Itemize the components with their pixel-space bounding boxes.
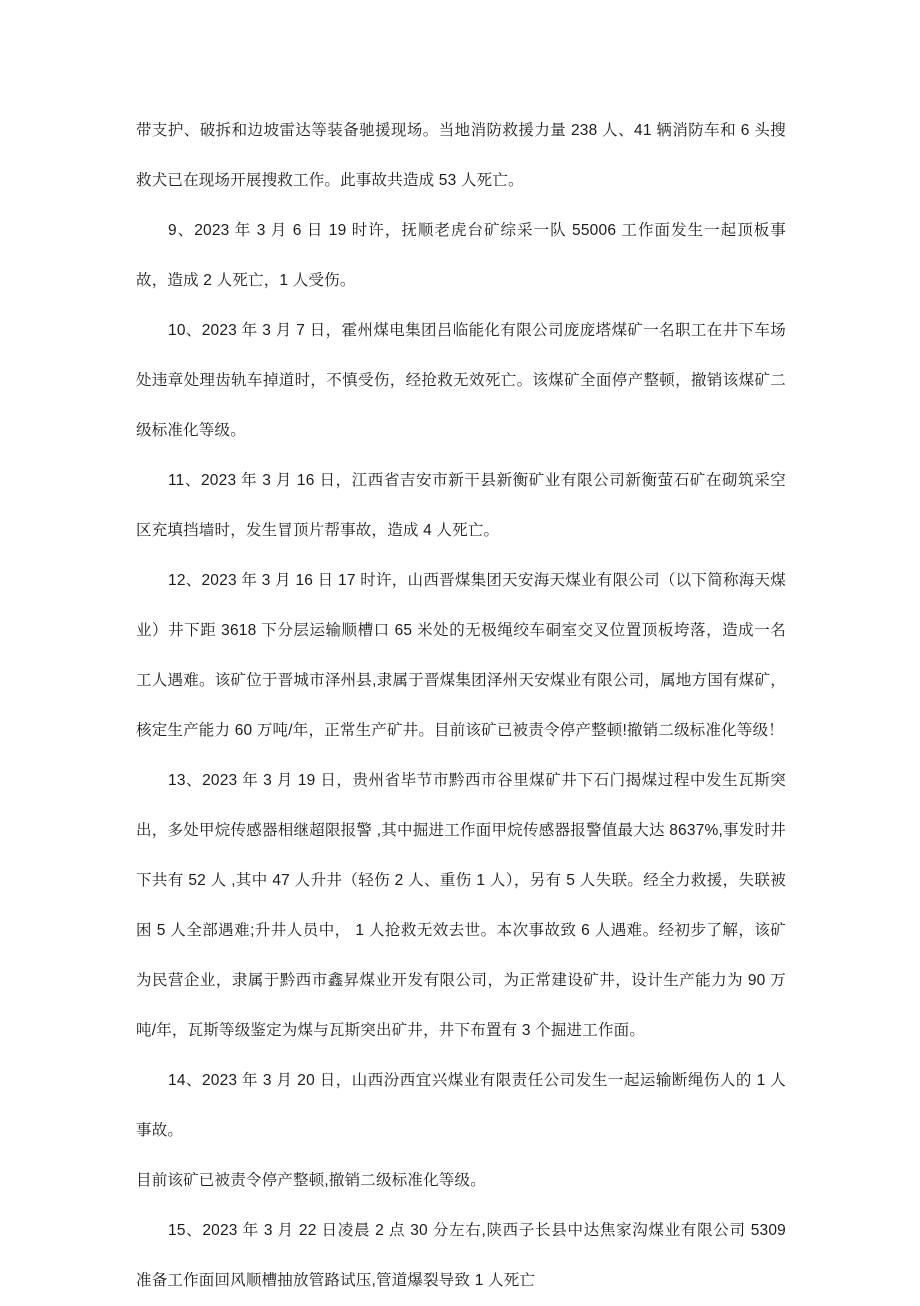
paragraph-note-14: 目前该矿已被责令停产整顿,撤销二级标准化等级。 bbox=[136, 1172, 486, 1189]
paragraph-item-15: 15、2023 年 3 月 22 日凌晨 2 点 30 分左右,陕西子长县中达焦家沟煤业有限公司 5309 准备工作面回风顺槽抽放管路试压,管道爆裂导致 1 人死亡 bbox=[136, 1222, 786, 1289]
paragraph-item-9: 9、2023 年 3 月 6 日 19 时许，抚顺老虎台矿综采一队 55006 工作面发生一起顶板事故，造成 2 人死亡，1 人受伤。 bbox=[136, 222, 786, 289]
paragraph-item-14: 14、2023 年 3 月 20 日，山西汾西宜兴煤业有限责任公司发生一起运输断绳伤人的 1 人事故。 bbox=[136, 1072, 786, 1139]
paragraph-item-13: 13、2023 年 3 月 19 日，贵州省毕节市黔西市谷里煤矿井下石门揭煤过程中发生瓦斯突出，多处甲烷传感器相继超限报警 ,其中掘进工作面甲烷传感器报警值最大达 8637%,事发时井下共有 52 人 ,其中 47 人升井（轻伤 2 人、重伤 1 人），另有 5 人失联。经全力救援，失联被困 5 人全部遇难;升井人员中， 1 人抢救无效去世。本次事故致 6 人遇难。经初步了解，该矿为民营企业，隶属于黔西市鑫昇煤业开发有限公司，为正常建设矿井，设计生产能力为 90 万吨/年，瓦斯等级鉴定为煤与瓦斯突出矿井，井下布置有 3 个掘进工作面。 bbox=[136, 772, 786, 1039]
paragraph-item-12: 12、2023 年 3 月 16 日 17 时许，山西晋煤集团天安海天煤业有限公司（以下简称海天煤业）井下距 3618 下分层运输顺槽口 65 米处的无极绳绞车硐室交叉位置顶板垮落，造成一名工人遇难。该矿位于晋城市泽州县,隶属于晋煤集团泽州天安煤业有限公司，属地方国有煤矿，核定生产能力 60 万吨/年，正常生产矿井。目前该矿已被责令停产整顿!撤销二级标准化等级！ bbox=[136, 572, 786, 739]
paragraph-item-11: 11、2023 年 3 月 16 日，江西省吉安市新干县新衡矿业有限公司新衡萤石矿在砌筑采空区充填挡墙时，发生冒顶片帮事故，造成 4 人死亡。 bbox=[136, 472, 786, 539]
paragraph-item-10: 10、2023 年 3 月 7 日，霍州煤电集团吕临能化有限公司庞庞塔煤矿一名职工在井下车场处违章处理齿轨车掉道时，不慎受伤，经抢救无效死亡。该煤矿全面停产整顿，撤销该煤矿二级标准化等级。 bbox=[136, 322, 786, 439]
paragraph-continuation-8: 带支护、破拆和边坡雷达等装备驰援现场。当地消防救援力量 238 人、41 辆消防车和 6 头搜救犬已在现场开展搜救工作。此事故共造成 53 人死亡。 bbox=[136, 122, 786, 189]
document-text-body bbox=[136, 106, 786, 1306]
